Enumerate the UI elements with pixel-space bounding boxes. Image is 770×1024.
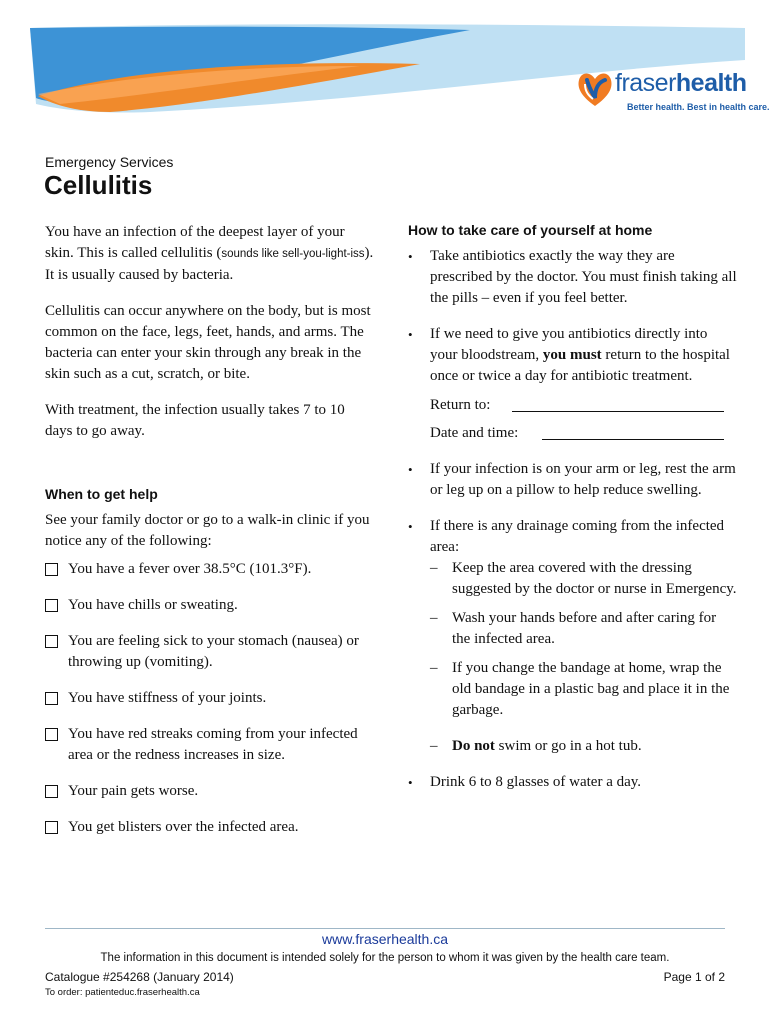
checkbox[interactable]	[45, 599, 58, 612]
return-to-blank[interactable]	[512, 395, 724, 412]
when-to-get-help-heading: When to get help	[45, 486, 158, 502]
checkbox[interactable]	[45, 728, 58, 741]
logo-wordmark: fraserhealth	[615, 69, 747, 97]
department-label: Emergency Services	[45, 154, 174, 170]
catalogue-number: Catalogue #254268 (January 2014)	[45, 970, 234, 984]
return-to-label: Return to:	[430, 397, 491, 413]
checkbox[interactable]	[45, 785, 58, 798]
bullet-item: • Take antibiotics exactly the way they are prescribed by the doctor. You must finish taking all the pills – even if you feel better.	[408, 248, 737, 306]
checklist-item: You have stiffness of your joints.	[45, 688, 375, 709]
checkbox[interactable]	[45, 635, 58, 648]
bullet-item: • If your infection is on your arm or leg, rest the arm or leg up on a pillow to help reduce swelling.	[408, 461, 736, 498]
intro-paragraph-3: With treatment, the infection usually takes 7 to 10 days to go away.	[45, 402, 345, 439]
date-time-label: Date and time:	[430, 425, 519, 441]
home-care-heading: How to take care of yourself at home	[408, 222, 653, 238]
dash-item: – Wash your hands before and after caring for the infected area.	[430, 610, 717, 647]
checkbox[interactable]	[45, 563, 58, 576]
help-intro: See your family doctor or go to a walk-in clinic if you notice any of the following:	[45, 512, 370, 549]
dash-icon: –	[430, 660, 438, 676]
bullet-item: • If we need to give you antibiotics directly into your bloodstream, you must return to the hospital once or twice a day for antibiotic treatment.	[408, 326, 730, 384]
order-info: To order: patienteduc.fraserhealth.ca	[45, 987, 200, 998]
checklist-item: You are feeling sick to your stomach (nausea) or throwing up (vomiting).	[45, 631, 375, 673]
logo-tagline: Better health. Best in health care.	[627, 102, 770, 112]
footer-website-link[interactable]: www.fraserhealth.ca	[321, 931, 449, 947]
checklist-item: Your pain gets worse.	[45, 781, 375, 802]
dash-item: – Keep the area covered with the dressing suggested by the doctor or nurse in Emergency.	[430, 560, 737, 597]
checkbox[interactable]	[45, 821, 58, 834]
bullet-icon: •	[408, 249, 413, 264]
bullet-icon: •	[408, 327, 413, 342]
dash-icon: –	[430, 738, 438, 754]
dash-item: – If you change the bandage at home, wrap the old bandage in a plastic bag and place it in the garbage.	[430, 660, 730, 718]
checklist-item: You have chills or sweating.	[45, 595, 375, 616]
intro-paragraph-2: Cellulitis can occur anywhere on the body, but is most common on the face, legs, feet, hands, and arms. The bacteria can enter your skin through any break in the skin such as a cut, scratch, or bite.	[45, 303, 371, 382]
pronunciation: sounds like sell-you-light-iss	[221, 248, 365, 260]
dash-item: – Do not swim or go in a hot tub.	[430, 736, 738, 757]
date-time-row	[430, 423, 738, 444]
right-column	[408, 220, 738, 793]
bullet-icon: •	[408, 519, 413, 534]
page-number: Page 1 of 2	[663, 970, 725, 984]
bullet-icon: •	[408, 462, 413, 477]
footer-divider	[45, 928, 725, 929]
left-column	[45, 222, 375, 838]
dash-icon: –	[430, 610, 438, 626]
date-time-blank[interactable]	[542, 423, 724, 440]
checklist-item: You get blisters over the infected area.	[45, 817, 375, 838]
return-to-row	[430, 395, 738, 416]
checklist-item: You have red streaks coming from your infected area or the redness increases in size.	[45, 724, 375, 766]
checklist-item: You have a fever over 38.5°C (101.3°F).	[45, 559, 375, 580]
bullet-item: • Drink 6 to 8 glasses of water a day.	[408, 772, 738, 793]
fraserhealth-logo	[575, 66, 770, 122]
heart-logo-icon	[575, 66, 615, 110]
dash-icon: –	[430, 560, 438, 576]
bullet-item: • If there is any drainage coming from the infected area:	[408, 518, 725, 555]
intro-paragraph-1: You have an infection of the deepest layer of your skin. This is called cellulitis (sounds like sell-you-light-iss). It is usually caused by bacteria.	[45, 224, 374, 283]
checkbox[interactable]	[45, 692, 58, 705]
page-title: Cellulitis	[44, 170, 153, 200]
bullet-icon: •	[408, 775, 413, 790]
footer-disclaimer: The information in this document is intended solely for the person to whom it was given by the health care team.	[100, 952, 670, 964]
